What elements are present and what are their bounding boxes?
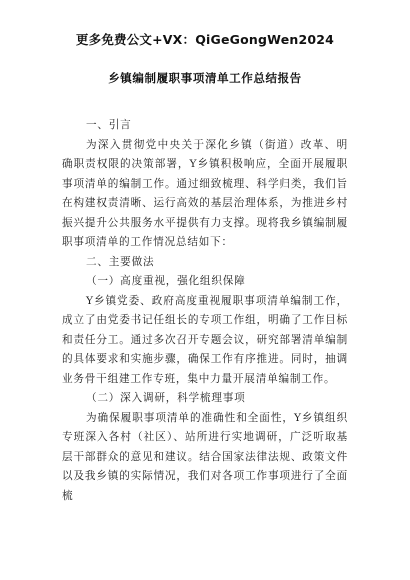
document-title: 乡镇编制履职事项清单工作总结报告: [108, 71, 302, 85]
paragraph-research: 为确保履职事项清单的准确性和全面性，Y乡镇组织专班深入各村（社区）、站所进行实地调研，广泛听取基层干部群众的意见和建议。结合国家法律法规、政策文件以及我乡镇的实际情况，我们对各项工作事项进行了全面梳: [62, 411, 348, 502]
section-heading-methods: 二、主要做法: [86, 255, 155, 268]
document-body: [62, 116, 348, 506]
promo-banner: 更多免费公文+VX：QiGeGongWen2024: [75, 32, 335, 47]
paragraph-organization: Y乡镇党委、政府高度重视履职事项清单编制工作，成立了由党委书记任组长的专项工作组，明确了工作目标和责任分工。通过多次召开专题会议，研究部署清单编制的具体要求和实施步骤，确保工作有序推进。同时，抽调业务骨干组建工作专班，集中力量开展清单编制工作。: [62, 294, 348, 385]
section-heading-intro: 一、引言: [86, 119, 132, 131]
subsection-heading-research: （二）深入调研，科学梳理事项: [86, 392, 246, 404]
subsection-heading-organization: （一）高度重视，强化组织保障: [86, 275, 246, 287]
paragraph-intro: 为深入贯彻党中央关于深化乡镇（街道）改革、明确职责权限的决策部署，Y乡镇积极响应，全面开展履职事项清单的编制工作。通过细致梳理、科学归类，我们旨在构建权责清晰、运行高效的基层治理体系，为推进乡村振兴提升公共服务水平提供有力支撑。现将我乡镇编制履职事项清单的工作情况总结如下：: [62, 138, 348, 248]
